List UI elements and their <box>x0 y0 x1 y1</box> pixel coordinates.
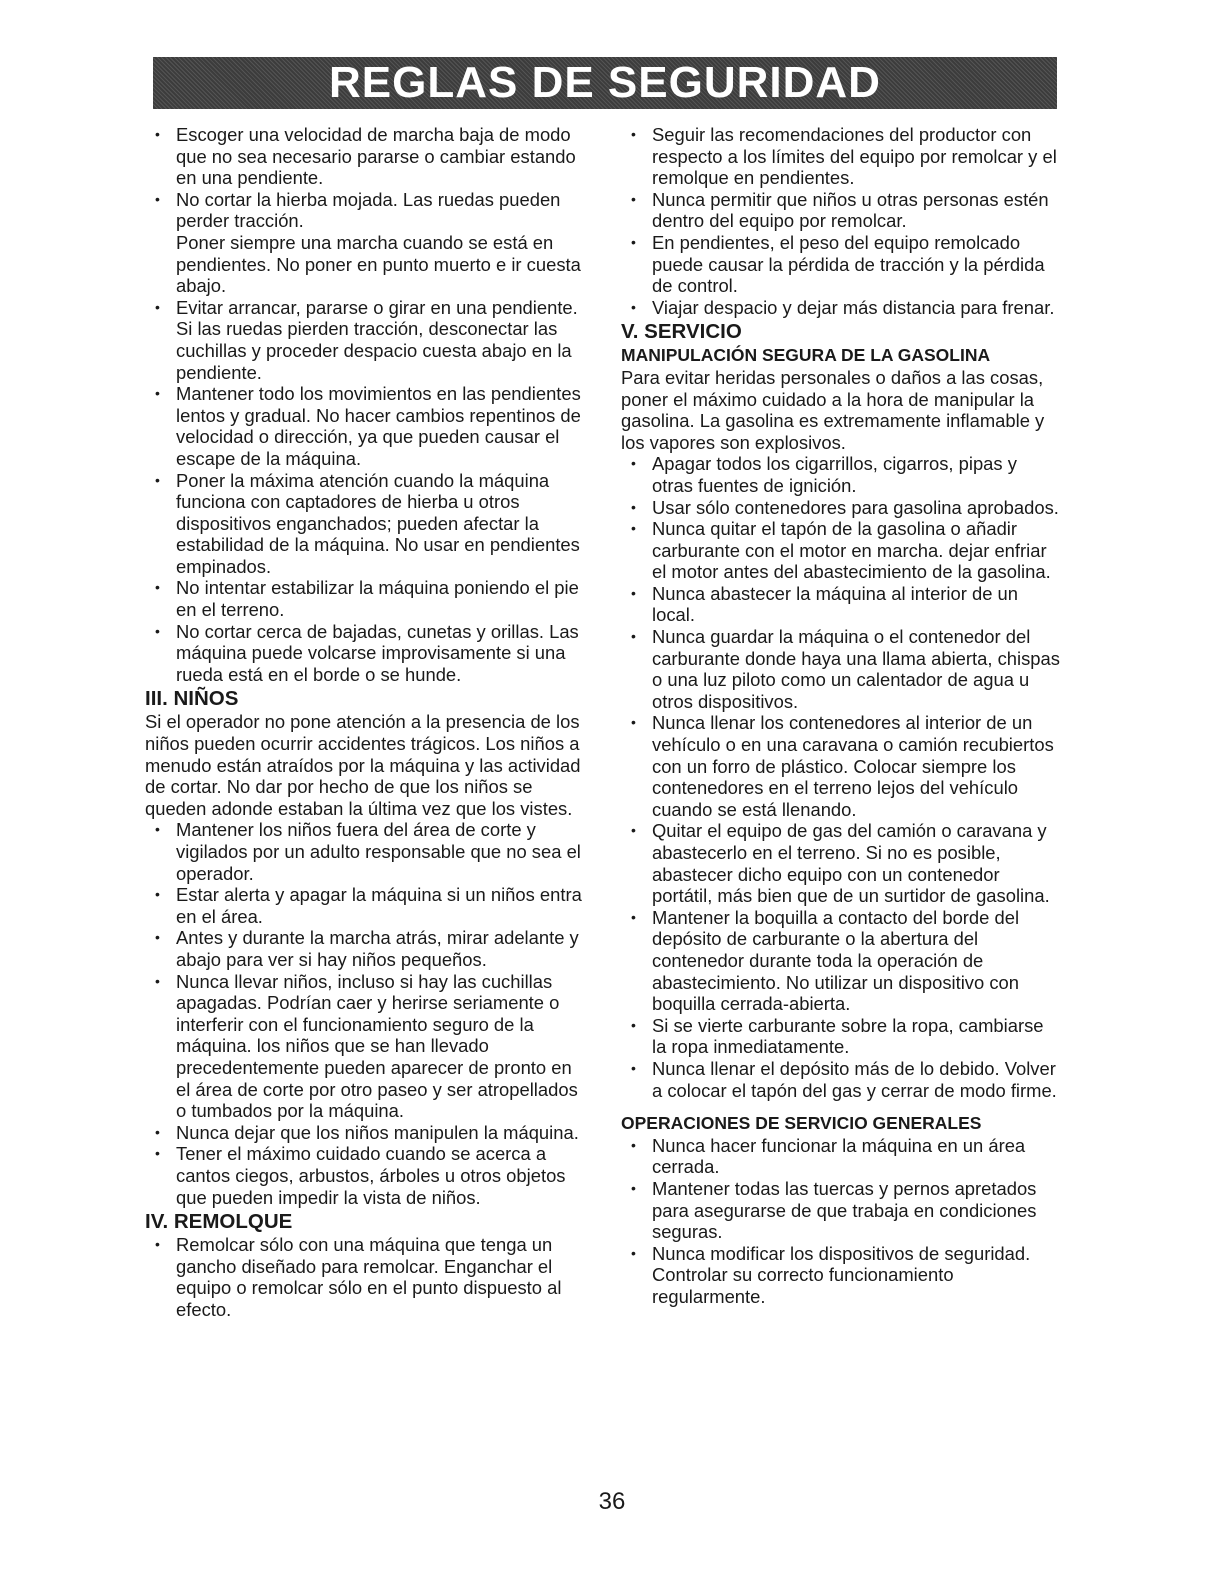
list-item: • En pendientes, el peso del equipo remolcado puede causar la pérdida de tracción y la pérdida de control. <box>621 232 1061 297</box>
section-heading-ninos: III. NIÑOS <box>145 687 239 711</box>
list-item: • Nunca abastecer la máquina al interior de un local. <box>621 583 1061 626</box>
section-heading-servicio: V. SERVICIO <box>621 320 742 344</box>
ninos-list <box>145 819 591 1208</box>
list-item: • No cortar cerca de bajadas, cunetas y orillas. Las máquina puede volcarse improvisamente si una rueda está en el borde o se hunde. <box>145 621 591 686</box>
list-item: • Evitar arrancar, pararse o girar en una pendiente. Si las ruedas pierden tracción, desconectar las cuchillas y proceder despacio cuesta abajo en la pendiente. <box>145 297 591 383</box>
list-item: • Nunca llenar el depósito más de lo debido. Volver a colocar el tapón del gas y cerrar de modo firme. <box>621 1058 1061 1101</box>
gasolina-list <box>621 453 1061 1101</box>
left-column <box>145 124 591 1320</box>
remolque-list <box>145 1234 591 1320</box>
list-item: • Mantener todo los movimientos en las pendientes lentos y gradual. No hacer cambios repentinos de velocidad o dirección, ya que pueden causar el escape de la máquina. <box>145 383 591 469</box>
operaciones-list <box>621 1135 1061 1308</box>
list-item: • Si se vierte carburante sobre la ropa, cambiarse la ropa inmediatamente. <box>621 1015 1061 1058</box>
list-item: • Nunca llenar los contenedores al interior de un vehículo o en una caravana o camión recubiertos con un forro de plástico. Colocar siempre los contenedores en el terreno lejos del vehículo cuando se está llenando. <box>621 712 1061 820</box>
slope-safety-list-continued <box>145 297 591 686</box>
list-item: • Mantener los niños fuera del área de corte y vigilados por un adulto responsable que no sea el operador. <box>145 819 591 884</box>
list-item: • Mantener la boquilla a contacto del borde del depósito de carburante o la abertura del contenedor durante toda la operación de abastecimiento. No utilizar un dispositivo con boquilla cerrada-abierta. <box>621 907 1061 1015</box>
list-item: • Viajar despacio y dejar más distancia para frenar. <box>621 297 1061 319</box>
list-item: • No intentar estabilizar la máquina poniendo el pie en el terreno. <box>145 577 591 620</box>
right-column <box>621 124 1061 1307</box>
list-item: • Nunca modificar los dispositivos de seguridad. Controlar su correcto funcionamiento regularmente. <box>621 1243 1061 1308</box>
list-item: • Nunca permitir que niños u otras personas estén dentro del equipo por remolcar. <box>621 189 1061 232</box>
list-item: • Nunca guardar la máquina o el contenedor del carburante donde haya una llama abierta, chispas o una luz piloto como un calentador de agua u otros dispositivos. <box>621 626 1061 712</box>
section-intro-gasolina: Para evitar heridas personales o daños a las cosas, poner el máximo cuidado a la hora de manipular la gasolina. La gasolina es extremamente inflamable y los vapores son explosivos. <box>621 366 1045 453</box>
list-item: • Nunca quitar el tapón de la gasolina o añadir carburante con el motor en marcha. dejar enfriar el motor antes del abastecimiento de la gasolina. <box>621 518 1061 583</box>
list-item: • Poner la máxima atención cuando la máquina funciona con captadores de hierba u otros dispositivos enganchados; pueden afectar la estabilidad de la máquina. No usar en pendientes empinados. <box>145 470 591 578</box>
slope-safety-list <box>145 124 591 232</box>
banner-title: REGLAS DE SEGURIDAD <box>329 58 881 107</box>
list-item: • Nunca hacer funcionar la máquina en un área cerrada. <box>621 1135 1061 1178</box>
list-item: • Estar alerta y apagar la máquina si un niños entra en el área. <box>145 884 591 927</box>
list-item: • No cortar la hierba mojada. Las ruedas pueden perder tracción. <box>145 189 591 232</box>
towing-list <box>621 124 1061 318</box>
section-heading-remolque: IV. REMOLQUE <box>145 1210 293 1234</box>
list-item: • Quitar el equipo de gas del camión o caravana y abastecerlo en el terreno. Si no es posible, abastecer dicho equipo con un contenedor portátil, más bien que de un surtidor de gasolina. <box>621 820 1061 906</box>
list-item: • Tener el máximo cuidado cuando se acerca a cantos ciegos, arbustos, árboles u otros objetos que pueden impedir la vista de niños. <box>145 1143 591 1208</box>
list-item: • Usar sólo contenedores para gasolina aprobados. <box>621 497 1061 519</box>
list-item: • Escoger una velocidad de marcha baja de modo que no sea necesario pararse o cambiar estando en una pendiente. <box>145 124 591 189</box>
list-item: • Antes y durante la marcha atrás, mirar adelante y abajo para ver si hay niños pequeños. <box>145 927 591 970</box>
subheading-gasolina: MANIPULACIÓN SEGURA DE LA GASOLINA <box>621 345 991 366</box>
section-banner <box>153 57 1057 109</box>
page-number: 36 <box>598 1488 626 1515</box>
list-item: • Apagar todos los cigarrillos, cigarros, pipas y otras fuentes de ignición. <box>621 453 1061 496</box>
list-item: • Nunca dejar que los niños manipulen la máquina. <box>145 1122 591 1144</box>
list-item: • Mantener todas las tuercas y pernos apretados para asegurarse de que trabaja en condiciones seguras. <box>621 1178 1061 1243</box>
list-item: • Remolcar sólo con una máquina que tenga un gancho diseñado para remolcar. Enganchar el equipo o remolcar sólo en el punto dispuesto al efecto. <box>145 1234 591 1320</box>
list-item-continuation: Poner siempre una marcha cuando se está en pendientes. No poner en punto muerto e ir cuesta abajo. <box>176 231 581 297</box>
list-item: • Nunca llevar niños, incluso si hay las cuchillas apagadas. Podrían caer y herirse seriamente o interferir con el funcionamiento seguro de la máquina. los niños que se han llevado precedentemente pueden aparecer de pronto en el área de corte por otro paseo y ser atropellados o tumbados por la máquina. <box>145 971 591 1122</box>
section-intro-ninos: Si el operador no pone atención a la presencia de los niños pueden ocurrir accidentes trágicos. Los niños a menudo están atraídos por la máquina y las actividad de cortar. No dar por hecho de que los niños se queden adonde estaban la última vez que los vistes. <box>145 711 581 819</box>
subheading-operaciones: OPERACIONES DE SERVICIO GENERALES <box>621 1113 982 1134</box>
list-item: • Seguir las recomendaciones del productor con respecto a los límites del equipo por remolcar y el remolque en pendientes. <box>621 124 1061 189</box>
